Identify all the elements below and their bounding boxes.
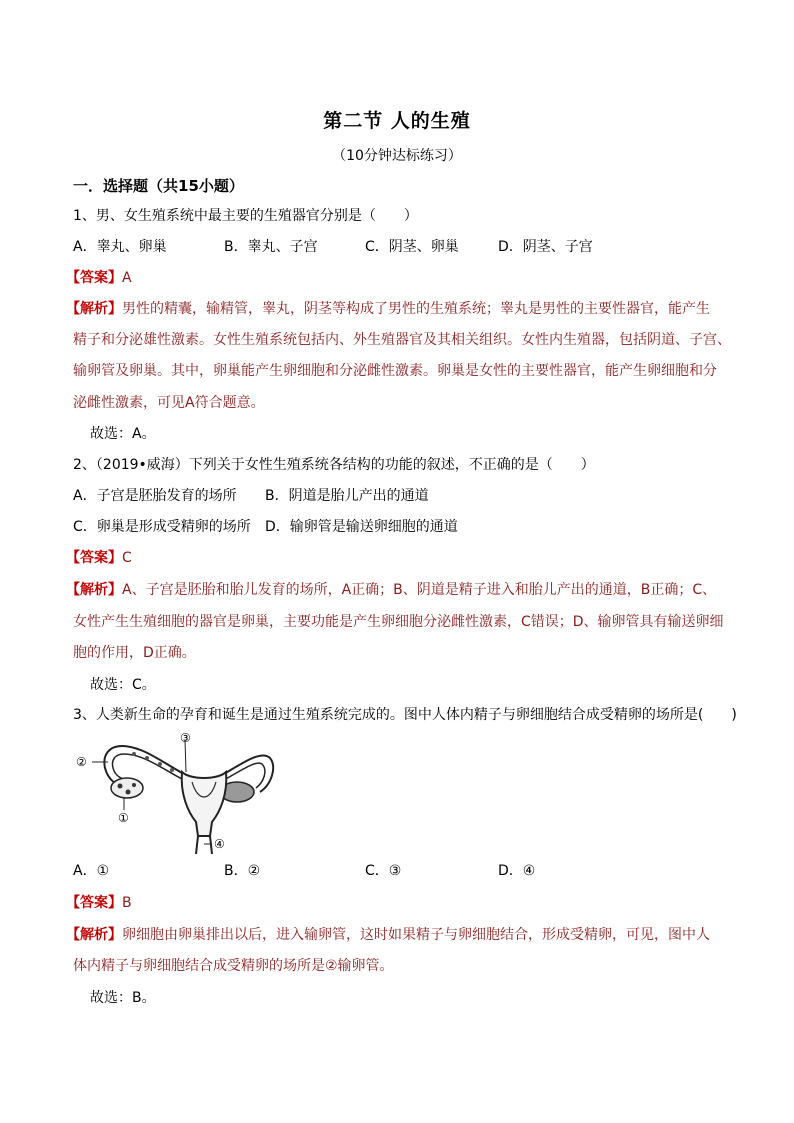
q3-answer bbox=[66, 893, 132, 913]
q3-analysis-line-1: 【解析】卵细胞由卵巢排出以后，进入输卵管，这时如果精子与卵细胞结合，形成受精卵，可见，图中人 bbox=[66, 927, 710, 943]
q3-answer-value: B bbox=[122, 895, 132, 911]
diagram-label-3: ③ bbox=[180, 732, 191, 745]
q2-analysis-line-3: 胞的作用，D正确。 bbox=[73, 645, 196, 661]
q1-option-a: A．睾丸、卵巢 bbox=[73, 239, 167, 255]
q2-option-c: C．卵巢是形成受精卵的场所 bbox=[73, 519, 251, 535]
q2-option-d: D．输卵管是输送卵细胞的通道 bbox=[265, 519, 458, 535]
q1-stem: 1、男、女生殖系统中最主要的生殖器官分别是（ ） bbox=[73, 208, 418, 224]
page-title: 第二节 人的生殖 bbox=[323, 110, 471, 132]
q3-stem: 3、人类新生命的孕育和诞生是通过生殖系统完成的。图中人体内精子与卵细胞结合成受精卵的场所是( ) bbox=[73, 707, 737, 723]
section-heading: 一．选择题（共15小题） bbox=[73, 177, 244, 195]
answer-tag: 【答案】 bbox=[66, 550, 122, 566]
q2-analysis-line-1: 【解析】A、子宫是胚胎和胎儿发育的场所，A正确；B、阴道是精子进入和胎儿产出的通道，B正确；C、 bbox=[66, 582, 717, 598]
q2-stem: 2、（2019•威海）下列关于女性生殖系统各结构的功能的叙述，不正确的是（ ） bbox=[73, 457, 595, 473]
q3-option-c: C．③ bbox=[365, 863, 402, 879]
diagram-label-1: ① bbox=[118, 811, 129, 825]
q1-analysis-line-3: 输卵管及卵巢。其中，卵巢能产生卵细胞和分泌雌性激素。卵巢是女性的主要性器官，能产生卵细胞和分 bbox=[73, 363, 717, 379]
diagram-label-2: ② bbox=[76, 755, 87, 769]
q3-option-b: B．② bbox=[224, 863, 261, 879]
q1-conclusion: 故选：A。 bbox=[90, 426, 156, 442]
q2-option-a: A．子宫是胚胎发育的场所 bbox=[73, 488, 237, 504]
q2-option-b: B．阴道是胎儿产出的通道 bbox=[265, 488, 429, 504]
analysis-tag: 【解析】 bbox=[66, 582, 122, 598]
uterus bbox=[182, 772, 227, 836]
q3-conclusion: 故选：B。 bbox=[90, 990, 156, 1006]
q1-option-b: B．睾丸、子宫 bbox=[224, 239, 318, 255]
analysis-tag: 【解析】 bbox=[66, 301, 122, 317]
q1-analysis-line-2: 精子和分泌雄性激素。女性生殖系统包括内、外生殖器官及其相关组织。女性内生殖器，包括阴道、子宫、 bbox=[73, 332, 731, 348]
q1-answer-value: A bbox=[122, 270, 132, 286]
q1-answer bbox=[66, 268, 132, 288]
page-subtitle: （10分钟达标练习） bbox=[332, 148, 462, 164]
q1-analysis-line-4: 泌雌性激素，可见A符合题意。 bbox=[73, 395, 265, 411]
q1-option-d: D．阴茎、子宫 bbox=[498, 239, 593, 255]
q2-analysis-line-2: 女性产生生殖细胞的器官是卵巢，主要功能是产生卵细胞分泌雌性激素，C错误；D、输卵管具有输送卵细 bbox=[73, 614, 724, 630]
q3-option-a: A．① bbox=[73, 863, 110, 879]
answer-tag: 【答案】 bbox=[66, 895, 122, 911]
vagina bbox=[196, 836, 212, 854]
left-ovary bbox=[111, 778, 143, 798]
diagram-label-4: ④ bbox=[214, 837, 225, 851]
q1-option-c: C．阴茎、卵巢 bbox=[365, 239, 459, 255]
q2-conclusion: 故选：C。 bbox=[90, 677, 156, 693]
answer-tag: 【答案】 bbox=[66, 270, 122, 286]
q3-option-d: D．④ bbox=[498, 863, 536, 879]
q2-answer bbox=[66, 548, 132, 568]
q2-answer-value: C bbox=[122, 550, 132, 566]
q3-analysis-line-2: 体内精子与卵细胞结合成受精卵的场所是②输卵管。 bbox=[73, 958, 394, 974]
analysis-tag: 【解析】 bbox=[66, 927, 122, 943]
female-reproductive-diagram bbox=[72, 732, 282, 856]
q1-analysis-line-1: 【解析】男性的精囊，输精管，睾丸，阴茎等构成了男性的生殖系统；睾丸是男性的主要性器官，能产生 bbox=[66, 301, 710, 317]
